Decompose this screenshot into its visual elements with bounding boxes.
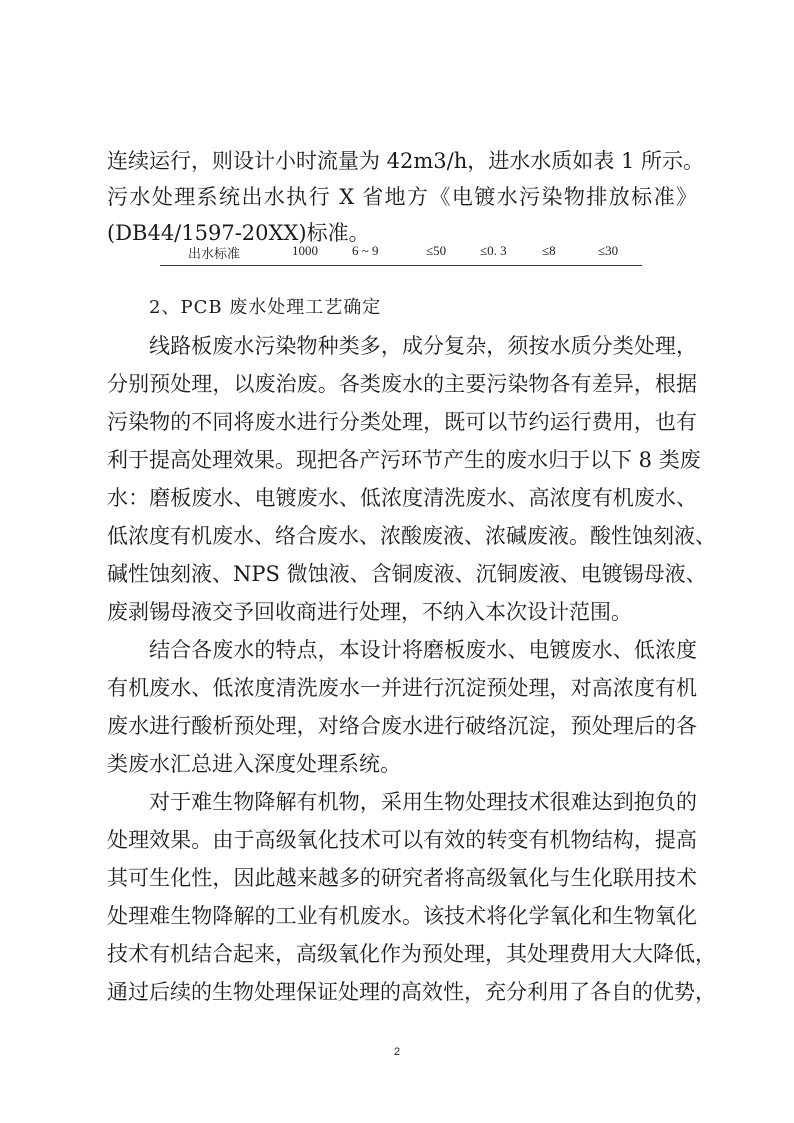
intro-line: (DB44/1597-20XX)标准。 [107, 221, 370, 245]
table-cell: ≤0. 3 [480, 243, 507, 258]
paragraph-line: 对于难生物降解有机物，采用生物处理技术很难达到抱负的 [149, 790, 697, 814]
paragraph-line: 碱性蚀刻液、NPS 微蚀液、含铜废液、沉铜废液、电镀锡母液、 [107, 562, 707, 586]
table-cell: 1000 [292, 243, 318, 258]
paragraph-line: 其可生化性，因此越来越多的研究者将高级氧化与生化联用技术 [107, 866, 697, 890]
paragraph-line: 结合各废水的特点，本设计将磨板废水、电镀废水、低浓度 [149, 638, 697, 662]
intro-line: 连续运行，则设计小时流量为 42m3/h，进水水质如表 1 所示。 [107, 149, 704, 173]
paragraph-line: 线路板废水污染物种类多，成分复杂，须按水质分类处理， [149, 334, 697, 358]
paragraph-line: 废剥锡母液交予回收商进行处理，不纳入本次设计范围。 [107, 600, 632, 624]
table-bottom-rule [160, 265, 642, 266]
paragraph-line: 利于提高处理效果。现把各产污环节产生的废水归于以下 8 类废 [107, 448, 701, 472]
table-label: 出水标准 [188, 246, 241, 261]
paragraph-line: 分别预处理，以废治废。各类废水的主要污染物各有差异，根据 [107, 372, 697, 396]
table-cell: ≤8 [542, 243, 556, 258]
section-heading: 2、PCB 废水处理工艺确定 [149, 297, 382, 318]
page-number: 2 [393, 1046, 401, 1058]
paragraph-line: 低浓度有机废水、络合废水、浓酸废液、浓碱废液。酸性蚀刻液、 [107, 524, 716, 548]
table-cell: ≤30 [598, 243, 619, 258]
paragraph-line: 污染物的不同将废水进行分类处理，既可以节约运行费用，也有 [107, 410, 697, 434]
paragraph-line: 处理难生物降解的工业有机废水。该技术将化学氧化和生物氧化 [107, 904, 697, 928]
paragraph-line: 类废水汇总进入深度处理系统。 [107, 752, 401, 776]
paragraph-line: 通过后续的生物处理保证处理的高效性，充分利用了各自的优势， [107, 980, 716, 1004]
paragraph-line: 有机废水、低浓度清洗废水一并进行沉淀预处理，对高浓度有机 [107, 676, 697, 700]
table-cell: 6 ~ 9 [352, 243, 379, 258]
paragraph-line: 技术有机结合起来，高级氧化作为预处理，其处理费用大大降低， [107, 942, 716, 966]
intro-line: 污水处理系统出水执行 X 省地方《电镀水污染物排放标准》 [107, 185, 697, 209]
paragraph-line: 处理效果。由于高级氧化技术可以有效的转变有机物结构，提高 [107, 828, 697, 852]
paragraph-line: 废水进行酸析预处理，对络合废水进行破络沉淀，预处理后的各 [107, 714, 697, 738]
table-row [162, 243, 640, 261]
table-cell: ≤50 [426, 243, 447, 258]
paragraph-line: 水：磨板废水、电镀废水、低浓度清洗废水、高浓度有机废水、 [107, 486, 697, 510]
